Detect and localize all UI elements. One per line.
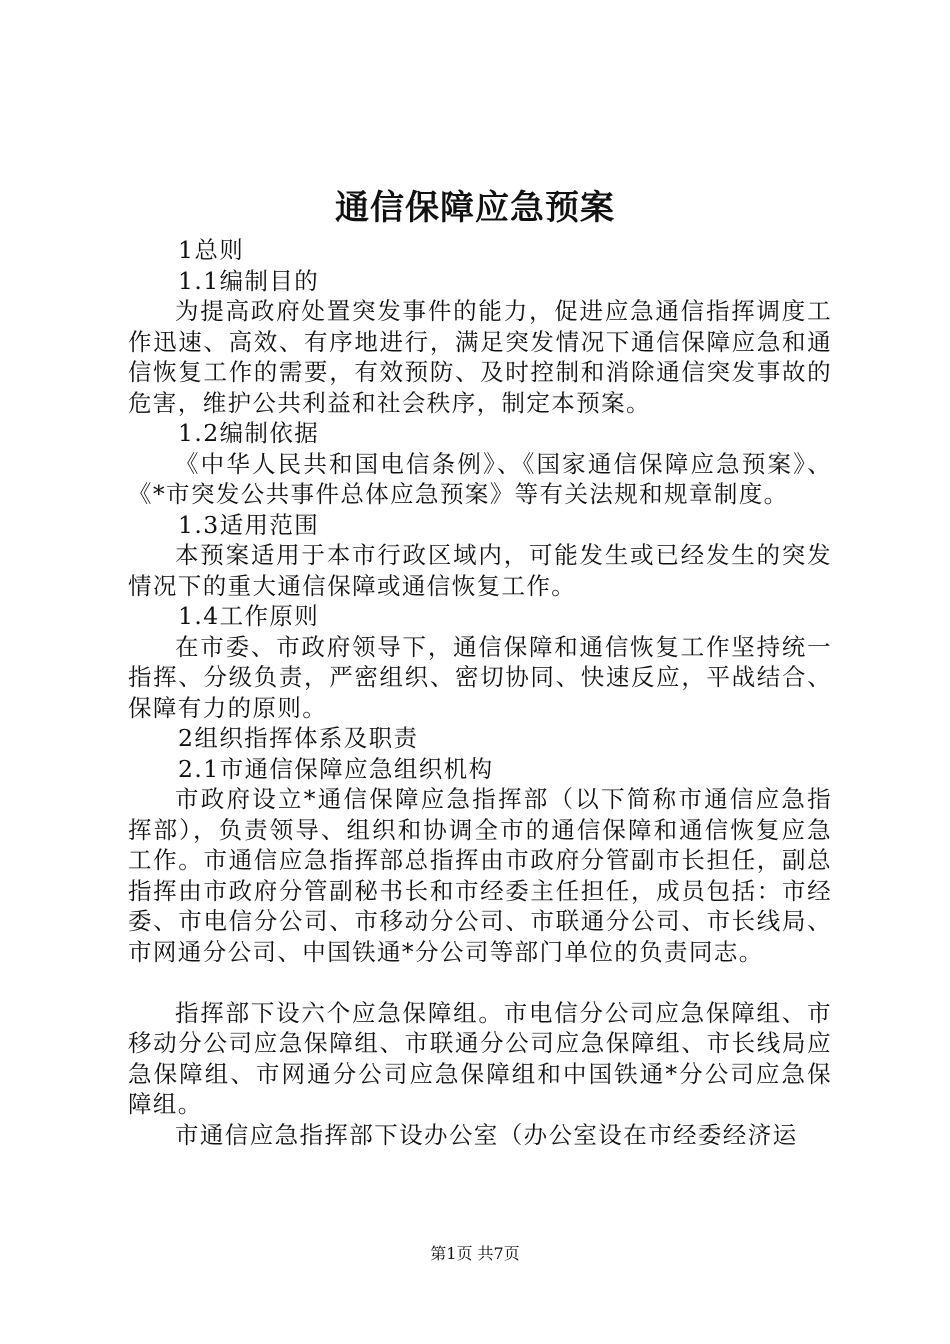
body-paragraph: 本预案适用于本市行政区域内，可能发生或已经发生的突发情况下的重大通信保障或通信恢复工作。 xyxy=(128,541,832,600)
body-paragraph: 《中华人民共和国电信条例》、《国家通信保障应急预案》、《*市突发公共事件总体应急预案》等有关法规和规章制度。 xyxy=(128,449,832,508)
body-paragraph: 在市委、市政府领导下，通信保障和通信恢复工作坚持统一指挥、分级负责，严密组织、密切协同、快速反应，平战结合、保障有力的原则。 xyxy=(128,632,832,722)
body-paragraph: 市政府设立*通信保障应急指挥部（以下简称市通信应急指挥部），负责领导、组织和协调全市的通信保障和通信恢复应急工作。市通信应急指挥部总指挥由市政府分管副市长担任，副总指挥由市政府分管副秘书长和市经委主任担任，成员包括：市经委、市电信分公司、市移动分公司、市联通分公司、市长线局、市网通分公司、中国铁通*分公司等部门单位的负责同志。 xyxy=(128,785,832,966)
document-body xyxy=(128,235,832,1150)
section-heading: 1总则 xyxy=(178,236,245,264)
section-heading: 1.2编制依据 xyxy=(178,419,320,447)
page-footer: 第1页 共7页 xyxy=(430,1244,520,1263)
section-heading: 1.1编制目的 xyxy=(178,266,320,295)
body-paragraph: 为提高政府处置突发事件的能力，促进应急通信指挥调度工作迅速、高效、有序地进行，满足突发情况下通信保障应急和通信恢复工作的需要，有效预防、及时控制和消除通信突发事故的危害，维护公共利益和社会秩序，制定本预案。 xyxy=(128,297,832,417)
document-title: 通信保障应急预案 xyxy=(335,188,615,228)
section-heading: 2.1市通信保障应急组织机构 xyxy=(178,754,494,783)
section-heading: 2组织指挥体系及职责 xyxy=(178,724,419,752)
section-heading: 1.4工作原则 xyxy=(178,602,320,630)
blank-line xyxy=(128,967,832,998)
section-heading: 1.3适用范围 xyxy=(178,510,320,539)
body-paragraph: 市通信应急指挥部下设办公室（办公室设在市经委经济运 xyxy=(175,1120,798,1149)
body-paragraph: 指挥部下设六个应急保障组。市电信分公司应急保障组、市移动分公司应急保障组、市联通分公司应急保障组、市长线局应急保障组、市网通分公司应急保障组和中国铁通*分公司应急保障组。 xyxy=(128,998,832,1118)
